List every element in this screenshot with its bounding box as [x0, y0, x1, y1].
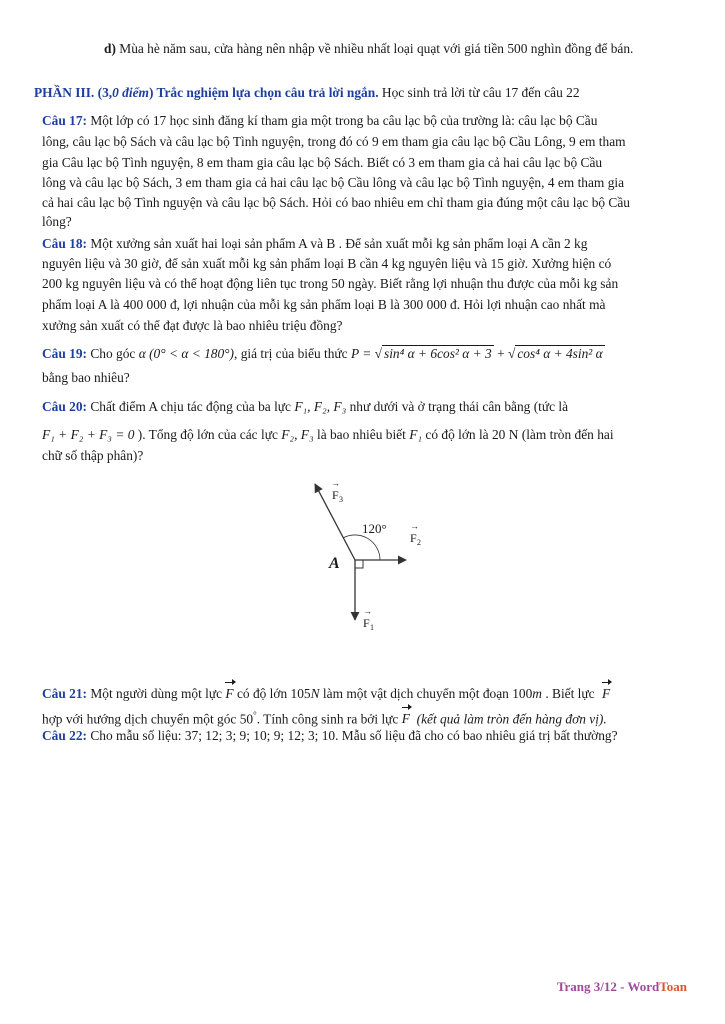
f1-arrow-mark: → [363, 606, 372, 616]
q19-text-a: Cho góc [87, 346, 139, 361]
brand-word: Word [627, 979, 660, 994]
q20-line-2 [42, 426, 614, 444]
point-a-label: A [329, 555, 340, 572]
part3-heading [34, 84, 580, 102]
q17-text: Một lớp có 17 học sinh đăng kí tham gia một trong ba câu lạc bộ của trường là: câu lạc bộ Cầu [87, 113, 598, 128]
f2-sub: 2 [417, 538, 421, 547]
q21-deg: ° [253, 710, 257, 720]
q17-line-6: lông? [42, 214, 72, 229]
part3-instruction: Học sinh trả lời từ câu 17 đến câu 22 [378, 85, 580, 100]
part3-points: 0 điểm [112, 85, 149, 100]
q20-text-a: Chất điểm A chịu tác động của ba lực [87, 399, 295, 414]
q17-label: Câu 17: [42, 113, 88, 128]
q21-line2-b: . Tính công sinh ra bởi lực [256, 711, 402, 727]
answer-d-label: d) [104, 41, 116, 56]
q20-text-b: như dưới và ở trạng thái cân bằng (tức là [346, 399, 569, 414]
q20-forces: F₁, F₂, F₃ [294, 399, 347, 414]
part3-title-rest: Trắc nghiệm lựa chọn câu trả lời ngắn. [153, 85, 379, 100]
q20-line-1 [42, 398, 568, 416]
answer-d-text: Mùa hè năm sau, cửa hàng nên nhập về nhiều nhất loại quạt với giá tiền 500 nghìn đồng để bán. [119, 41, 634, 56]
q22-label: Câu 22: [42, 728, 88, 743]
q22-line [42, 727, 618, 745]
q19-plus: + [493, 346, 508, 361]
q20-forces23: F₂, F₃ [281, 427, 314, 442]
f2-label: F [410, 531, 417, 545]
q19-label: Câu 19: [42, 346, 88, 361]
page-footer [557, 979, 687, 995]
q19-line-1 [42, 345, 605, 363]
q21-line2-a: hợp với hướng dịch chuyển một góc 50 [42, 711, 254, 727]
q19-expr-lhs: P = [350, 346, 375, 361]
q21-text-d: . Biết lực [541, 686, 598, 701]
f1-label: F [363, 616, 370, 630]
f3-arrow-mark: → [331, 478, 340, 488]
q18-label: Câu 18: [42, 236, 88, 251]
q20-text-d: là bao nhiêu biết [313, 427, 410, 442]
q21-text-a: Một người dùng một lực [87, 686, 226, 701]
q20-label: Câu 20: [42, 399, 88, 414]
q17-line-2: lông, câu lạc bộ Sách và câu lạc bộ Tình nguyện, trong đó có 9 em tham gia câu lạc bộ Cầu Lông, 9 em tham [42, 134, 626, 149]
angle-label: 120° [362, 521, 387, 536]
q20-equation: F₁ + F₂ + F₃ = 0 [42, 427, 135, 442]
q21-force-vector: F [225, 686, 234, 701]
q17-line-5: cả hai câu lạc bộ Tình nguyện và câu lạc bộ Sách. Hỏi có bao nhiêu em chỉ tham gia đúng một câu lạc bộ Cầu [42, 195, 631, 210]
q20-force1: F₁ [409, 427, 423, 442]
q21-force-vector-3: F [401, 711, 410, 727]
f2-arrow-mark: → [410, 521, 419, 531]
q19-angle: α (0° < α < 180°) [138, 346, 234, 361]
answer-d-line [104, 40, 633, 58]
q20-text-e: có độ lớn là 20 N (làm tròn đến hai [422, 427, 614, 442]
q21-unit-n: N [310, 686, 320, 701]
q21-label: Câu 21: [42, 686, 88, 701]
force-diagram [300, 470, 440, 640]
q18-line-3: 200 kg nguyên liệu và có thể hoạt động liên tục trong 50 ngày. Biết rằng lợi nhuận thu được của mỗi kg sản [42, 276, 619, 291]
q17-line-3: gia Câu lạc bộ Tình nguyện, 8 em tham gia câu lạc bộ Sách. Biết có 3 em tham gia cả hai câu lạc bộ Cầu [42, 155, 603, 170]
q21-line-2 [42, 706, 607, 728]
q18-text: Một xưởng sản xuất hai loại sản phẩm A và B . Để sản xuất mỗi kg sản phẩm loại A cần 2 kg [87, 236, 588, 251]
f1-sub: 1 [370, 623, 374, 632]
q19-line-2: bằng bao nhiêu? [42, 370, 130, 385]
sqrt-sign-2: √ [508, 346, 516, 361]
q21-unit-m: m [532, 686, 542, 701]
part3-title-close: ) [148, 85, 154, 100]
q19-radicand-2: cos⁴ α + 4sin² α [517, 346, 603, 361]
q21-text-c: làm một vật dịch chuyển một đoạn 100 [319, 686, 533, 701]
q20-line-3: chữ số thập phân)? [42, 448, 144, 463]
q20-text-c: ). Tổng độ lớn của các lực [134, 427, 282, 442]
q21-force-vector-2: F [601, 686, 611, 701]
q21-note: (kết quả làm tròn đến hàng đơn vị). [416, 711, 607, 727]
q17-line-4: lông và câu lạc bộ Sách, 3 em tham gia cả hai câu lạc bộ Cầu lông và câu lạc bộ Tình nguyện, 4 em tham gia [42, 175, 625, 190]
f3-sub: 3 [339, 495, 343, 504]
q21-line-1 [42, 685, 610, 703]
q18-line-1 [42, 235, 587, 253]
brand-toan: Toan [659, 979, 687, 994]
right-angle-mark [355, 560, 363, 568]
part3-title: PHẦN III. (3, [34, 85, 113, 100]
f3-label: F [332, 488, 339, 502]
q17-line-1 [42, 112, 597, 130]
sqrt-sign-1: √ [374, 346, 382, 361]
q18-line-5: xưởng sản xuất có thể đạt được là bao nhiêu triệu đồng? [42, 318, 343, 333]
q21-text-b: có độ lớn 105 [233, 686, 311, 701]
q18-line-4: phẩm loại A là 400 000 đ, lợi nhuận của mỗi kg sản phẩm loại B là 300 000 đ. Hỏi lợi nhuận cao nhất mà [42, 297, 606, 312]
q19-text-b: , giá trị của biểu thức [234, 346, 351, 361]
q18-line-2: nguyên liệu và 30 giờ, để sản xuất mỗi kg sản phẩm loại B cần 4 kg nguyên liệu và 15 giờ. Xưởng hiện có [42, 256, 612, 271]
q19-radicand-1: sin⁴ α + 6cos² α + 3 [383, 346, 492, 361]
q22-text: Cho mẫu số liệu: 37; 12; 3; 9; 10; 9; 12; 3; 10. Mẫu số liệu đã cho có bao nhiêu giá trị bất thường? [87, 728, 618, 743]
page-number: Trang 3/12 - [556, 979, 628, 994]
